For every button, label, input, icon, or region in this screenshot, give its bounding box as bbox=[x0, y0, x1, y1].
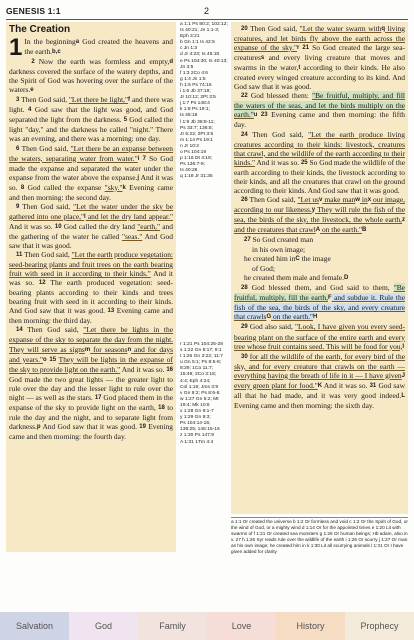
footnotes: a 1:1 Or created the universe b 1:2 Or formless and void c 1:2 Or the Spirit of God, or the wind of God, or a mighty wind d 1:14 Or for the appointed times e 1:20 Lit with swarms of f 1:21 Or created sea monsters g 1:26 Or human beings; Hb adam, also in v. 27 h 1:26 Syr reads rule over the wildlife of the earth i 1:26 Or scurry j 1:27 Or man as his own image; he created him in k 1:30 Lit all scurrying animals l 1:31 Or I have given added for clarity bbox=[231, 519, 408, 554]
cross-reference-line: a 1:1 Ps 90:2; 102:12; Is 40:21; Jn 1:1-3; bbox=[180, 22, 228, 34]
cross-references-upper bbox=[180, 22, 228, 180]
verse-26: 26 Then God said, "Let $us^v$ make man$^w$ $in^x$ our image, according to our likeness.$^y$ They will rule the fish of the sea, the birds of the sky, the livestock, the whole earth,$^z$ and the creatures that crawl$^A$ on the earth."$^B$ bbox=[234, 194, 405, 234]
cross-reference-line: Ps 136:7-9; bbox=[180, 162, 206, 168]
cross-reference-line: Eph 3:21 bbox=[180, 34, 200, 40]
footnote-rule bbox=[231, 517, 408, 518]
chapter-number: 1 bbox=[9, 34, 23, 61]
legend-item-god: God bbox=[69, 612, 138, 640]
cross-reference-line: e Ps 104:30; Is 40:13; bbox=[180, 58, 228, 64]
verse-2: 2 Now the earth was formless and empty,$^d$ darkness covered the surface of the watery depths, and the Spirit of God was hovering over the surface of the waters.$^e$ bbox=[9, 57, 173, 95]
verse-9-10: 9 Then God said, "Let the water under the sky be gathered into one place,"$^l$ and let the dry land appear." And it was so. 10 God called the dry land "earth," and the gathering of the water he called "seas." And God saw that it was good. bbox=[9, 201, 173, 250]
cross-reference-line: j 1:7 Ps 148:4 bbox=[180, 101, 210, 107]
text-column-left bbox=[6, 22, 176, 552]
cross-reference-line: x 1:28 Gn 9:1-7 bbox=[180, 409, 214, 415]
cross-reference-line: f 1:3 2Co 4:6 bbox=[180, 70, 209, 76]
cross-reference-line: k 1:8 Ps 19:1; bbox=[180, 107, 210, 113]
cross-reference-line: g 1:4 Jn 1:5 bbox=[180, 76, 206, 82]
cross-reference-line: c Jn 1:3 bbox=[180, 46, 198, 52]
verse-14-19: 14 Then God said, "Let there be lights in the expanse of the sky to separate the day from the night. They will serve as signs$^m$ for seasons$^n$ and for days and years."$^o$ 15 They will be lights in the expanse of the sky to provide light on the earth." And it was so. 16 God made the two great lights — the greater light to rule over the day and the lesser light to rule over the night — as well as the stars. 17 God placed them in the expanse of the sky to provide light on the earth, 18 to rule the day and the night, and to separate light from darkness.$^p$ And God saw that it was good. 19 Evening came and then morning: the fourth day. bbox=[9, 325, 174, 441]
cross-reference-line: w 1:27 Gn 5:2; Mt bbox=[180, 396, 219, 402]
cross-reference-line: u Gn 5:1; Ps 8:5-8; bbox=[180, 360, 222, 366]
legend-item-history: History bbox=[276, 612, 345, 640]
cross-reference-line: t 1:26 Gn 3:22; 11:7 bbox=[180, 354, 223, 360]
cross-reference-line: b Gn 1:1 Is 42:5 bbox=[180, 40, 215, 46]
header-rule bbox=[6, 19, 408, 20]
cross-reference-line: Ps 33:7; 136:6; bbox=[180, 125, 213, 131]
legend-item-family: Family bbox=[138, 612, 207, 640]
cross-reference-line: 19:4; Mk 10:6 bbox=[180, 402, 210, 408]
cross-reference-line: Jn 3:5 bbox=[180, 64, 194, 70]
verse-30-31: 30 for all the wildlife of the earth, for every bird of the sky, and for every creature that crawls on the earth — everything having the breath of life in it — I have given$^J$ every green plant for food."$^K$ And it was so. 31 God saw all that he had made, and it was very good indeed.$^L$ Evening came and then morning: the sixth day. bbox=[234, 351, 405, 410]
cross-reference-line: r 1:21 Ps 104:25-28 bbox=[180, 342, 223, 347]
cross-reference-line: Is 45:18 bbox=[180, 113, 198, 119]
running-head bbox=[6, 4, 408, 18]
verse-22-23: 22 God blessed them: "Be fruitful, multiply, and fill the waters of the seas, and let the birds multiply on the earth."$^u$ 23 Evening came and then morning: the fifth day. bbox=[234, 91, 406, 130]
verse-29: 29 God also said, "Look, I have given you every seed-bearing plant on the surface of the entire earth and every tree whose fruit contains seed. This will be food for you,$^I$ bbox=[234, 322, 406, 351]
cross-reference-line: l 1:9 Jb 38:8-11; bbox=[180, 119, 215, 125]
cross-reference-column bbox=[180, 22, 228, 547]
cross-reference-line: Is 40:26 bbox=[180, 168, 198, 174]
cross-reference-line: Col 1:15; Jms 3:9 bbox=[180, 384, 219, 390]
cross-reference-line: d Jr 4:23; Is 45:18 bbox=[180, 52, 220, 58]
cross-references-lower bbox=[180, 342, 228, 446]
verse-1: 1 In the beginning$^a$ God created the heavens and the earth.$^{b,c}$ bbox=[9, 34, 173, 61]
verse-20-21: 20 Then God said, "Let the water swarm with$^q$ living creatures, and let birds fly above the earth across the expanse of the sky."$^r$ 21 So God created the large sea-creatures$^s$ and every living creature that moves and swarms in the water,$^t$ according to their kinds. He also created every winged creature according to its kind. And God saw that it was good. bbox=[234, 24, 406, 92]
section-title: The Creation bbox=[9, 24, 71, 35]
page-number: 2 bbox=[204, 6, 210, 16]
verse-27-poem: 27 So God created man in his own image; he created him $in^C$ the image of God; he created them male and female.$^D$ bbox=[244, 235, 349, 283]
cross-reference-line: z 1:30 Ps 147:9 bbox=[180, 433, 214, 439]
cross-reference-line: Jr 10:12; 2Pt 3:5 bbox=[180, 95, 216, 101]
verse-28: 28 God blessed them, and God said to them, "Be fruitful, multiply, fill the earth,$^F$ and subdue it. Rule the fish of the sea, the birds of the sky, and every creature that crawls$^G$ on the earth."$^H$ bbox=[234, 283, 405, 322]
cross-reference-line: i 1:6 Jb 37:18; bbox=[180, 89, 211, 95]
cross-reference-line: s 1:22 Gn 8:17; 9:1 bbox=[180, 348, 222, 354]
cross-reference-line: n Jr 10:2 bbox=[180, 143, 200, 149]
cross-reference-line: y 1:29 Gn 9:3; bbox=[180, 415, 211, 421]
cross-reference-line: 8:29; 1Co 11:7; bbox=[180, 366, 214, 372]
cross-reference-line: 4:4; Eph 4:24; bbox=[180, 378, 211, 384]
legend-item-love: Love bbox=[207, 612, 276, 640]
verse-24-25: 24 Then God said, "Let the earth produce living creatures according to their kinds: livestock, creatures that crawl, and the wildlife of the earth according to their kinds." And it was so. 25 So God made the wildlife of the earth according to their kinds, the livestock according to their kinds, and all the creatures that crawl on the ground according to their kinds. And God saw that it was good. bbox=[234, 129, 406, 195]
verse-6-8: 6 Then God said, "Let there be an expanse between the waters, separating water from water."$^i$ 7 So God made the expanse and separated the water under the expanse from the water above the expanse.$^j$ And it was so. 8 God called the expanse "sky."$^k$ Evening came and then morning: the second day. bbox=[9, 143, 174, 202]
text-column-right bbox=[231, 22, 408, 514]
verse-11-13: 11 Then God said, "Let the earth produce vegetation: seed-bearing plants and fruit trees on the earth bearing fruit with seed in it according to their kinds." And it was so. 12 The earth produced vegetation: seed-bearing plants according to their kinds and trees bearing fruit with seed in it according to their kinds. And God saw that it was good. 13 Evening came and then morning: the third day. bbox=[9, 250, 173, 326]
cross-reference-line: Ps 104:14-15; bbox=[180, 421, 211, 427]
cross-reference-line: m 1:14 Ps 19:1 bbox=[180, 137, 213, 143]
cross-reference-line: v Gn 9:2; Ps 8:6-8 bbox=[180, 390, 220, 396]
cross-reference-line: p 1:16 Dt 4:19; bbox=[180, 156, 213, 162]
cross-reference-line: 15:49; 2Co 3:18; bbox=[180, 372, 217, 378]
legend-item-prophecy: Prophecy bbox=[345, 612, 414, 640]
theme-legend bbox=[0, 612, 414, 640]
cross-reference-line: Jr 5:22; 2Pt 3:5 bbox=[180, 131, 214, 137]
running-head-reference: GENESIS 1:1 bbox=[6, 6, 61, 16]
cross-reference-line: 136:25; 145:15-16 bbox=[180, 427, 220, 433]
cross-reference-line: q 1:18 Jr 31:35 bbox=[180, 174, 213, 180]
legend-item-salvation: Salvation bbox=[0, 612, 69, 640]
cross-reference-line: A 1:31 1Tm 4:4 bbox=[180, 439, 214, 445]
cross-reference-line: h 1:5 Ps 74:16 bbox=[180, 82, 212, 88]
cross-reference-line: o Ps 104:19 bbox=[180, 149, 207, 155]
verse-3-5: 3 Then God said, "Let there be light,"$^f$ and there was light. 4 God saw that the light was good, and God separated the light from the darkness. 5 God called the light "day," and the darkness he called "night." There was an evening, and there was a morning: one day. bbox=[9, 95, 174, 144]
